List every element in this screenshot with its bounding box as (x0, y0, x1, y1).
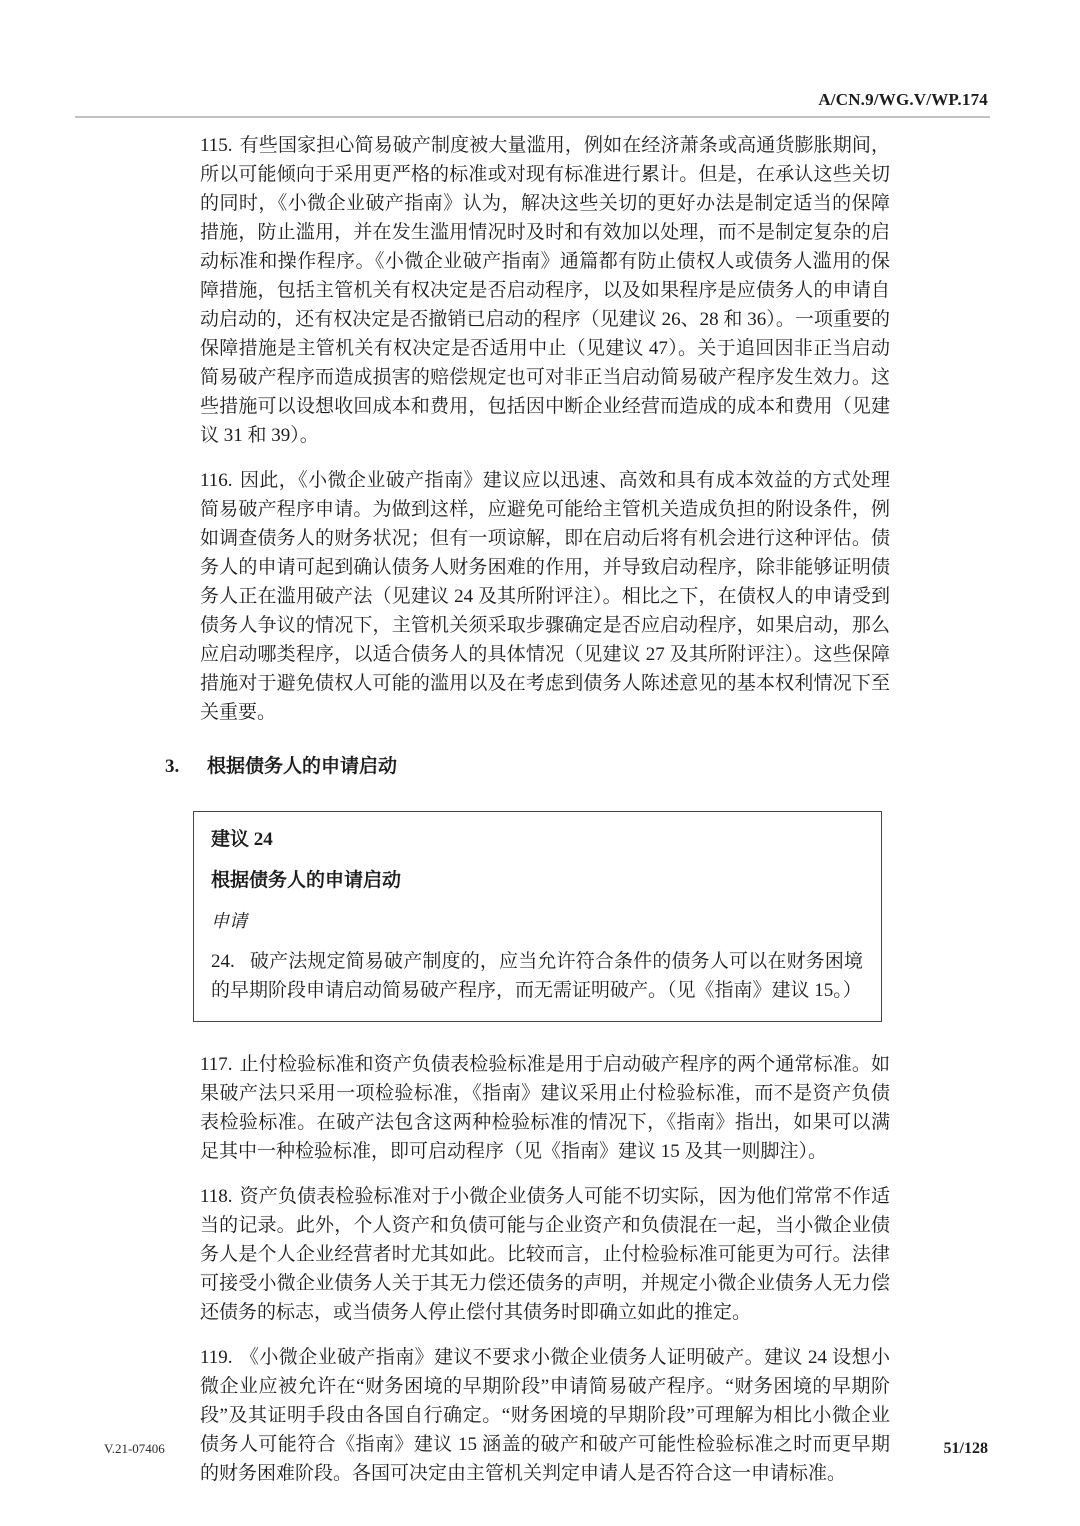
recommendation-item (211, 947, 863, 1005)
paragraph-text: 止付检验标准和资产负债表检验标准是用于启动破产程序的两个通常标准。如果破产法只采用一项检验标准，《指南》建议采用止付检验标准，而不是资产负债表检验标准。在破产法包含这两种检验标准的情况下，《指南》指出，如果可以满足其中一种检验标准，即可启动程序（见《指南》建议 15 及其一则脚注）。 (200, 1054, 890, 1162)
header-rule (75, 116, 990, 118)
paragraph-number: 119. (200, 1347, 233, 1368)
paragraph-number: 117. (200, 1054, 233, 1075)
paragraph-117 (200, 1050, 890, 1166)
recommendation-box (193, 811, 882, 1022)
section-title: 根据债务人的申请启动 (207, 756, 398, 777)
page-footer (104, 1440, 988, 1458)
paragraph-number: 118. (200, 1186, 233, 1207)
paragraph-115 (200, 131, 890, 450)
paragraph-118 (200, 1182, 890, 1327)
paragraph-number: 115. (200, 135, 233, 156)
recommendation-title: 根据债务人的申请启动 (211, 870, 402, 891)
recommendation-item-number: 24. (211, 951, 235, 972)
paragraph-text: 资产负债表检验标准对于小微企业债务人可能不切实际，因为他们常常不作适当的记录。此外，个人资产和负债可能与企业资产和负债混在一起，当小微企业债务人是个人企业经营者时尤其如此。比较而言，止付检验标准可能更为可行。法律可接受小微企业债务人关于其无力偿还债务的声明，并规定小微企业债务人无力偿还债务的标志，或当债务人停止偿付其债务时即确立如此的推定。 (200, 1186, 890, 1323)
paragraph-number: 116. (200, 470, 233, 491)
paragraph-119 (200, 1343, 890, 1488)
paragraph-text: 有些国家担心简易破产制度被大量滥用，例如在经济萧条或高通货膨胀期间，所以可能倾向于采用更严格的标准或对现有标准进行累计。但是，在承认这些关切的同时，《小微企业破产指南》认为，解决这些关切的更好办法是制定适当的保障措施，防止滥用，并在发生滥用情况时及时和有效加以处理，而不是制定复杂的启动标准和操作程序。《小微企业破产指南》通篇都有防止债权人或债务人滥用的保障措施，包括主管机关有权决定是否启动程序，以及如果程序是应债务人的申请自动启动的，还有权决定是否撤销已启动的程序（见建议 26、28 和 36）。一项重要的保障措施是主管机关有权决定是否适用中止（见建议 47）。关于追回因非正当启动简易破产程序而造成损害的赔偿规定也可对非正当启动简易破产程序发生效力。这些措施可以设想收回成本和费用，包括因中断企业经营而造成的成本和费用（见建议 31 和 39）。 (200, 135, 890, 446)
section-heading (165, 753, 890, 781)
footer-document-number: V.21-07406 (104, 1441, 165, 1456)
recommendation-label: 申请 (211, 911, 247, 931)
section-number: 3. (165, 756, 180, 777)
paragraph-text: 《小微企业破产指南》建议不要求小微企业债务人证明破产。建议 24 设想小微企业应被允许在“财务困境的早期阶段”申请简易破产程序。“财务困境的早期阶段”及其证明手段由各国自行确定。“财务困境的早期阶段”可理解为相比小微企业债务人可能符合《指南》建议 15 涵盖的破产和破产可能性检验标准之时而更早期的财务困难阶段。各国可决定由主管机关判定申请人是否符合这一申请标准。 (200, 1347, 890, 1484)
paragraph-116 (200, 466, 890, 727)
footer-page-number: 51/128 (943, 1440, 988, 1457)
document-body (165, 131, 890, 1504)
paragraph-text: 因此，《小微企业破产指南》建议应以迅速、高效和具有成本效益的方式处理简易破产程序申请。为做到这样，应避免可能给主管机关造成负担的附设条件，例如调查债务人的财务状况；但有一项谅解，即在启动后将有机会进行这种评估。债务人的申请可起到确认债务人财务困难的作用，并导致启动程序，除非能够证明债务人正在滥用破产法（见建议 24 及其所附评注）。相比之下，在债权人的申请受到债务人争议的情况下，主管机关须采取步骤确定是否应启动程序，如果启动，那么应启动哪类程序，以适合债务人的具体情况（见建议 27 及其所附评注）。这些保障措施对于避免债权人可能的滥用以及在考虑到债务人陈述意见的基本权利情况下至关重要。 (200, 470, 890, 723)
recommendation-item-text: 破产法规定简易破产制度的，应当允许符合条件的债务人可以在财务困境的早期阶段申请启动简易破产程序，而无需证明破产。（见《指南》建议 15。） (211, 951, 863, 1001)
document-symbol: A/CN.9/WG.V/WP.174 (818, 90, 988, 109)
recommendation-heading: 建议 24 (211, 829, 273, 850)
